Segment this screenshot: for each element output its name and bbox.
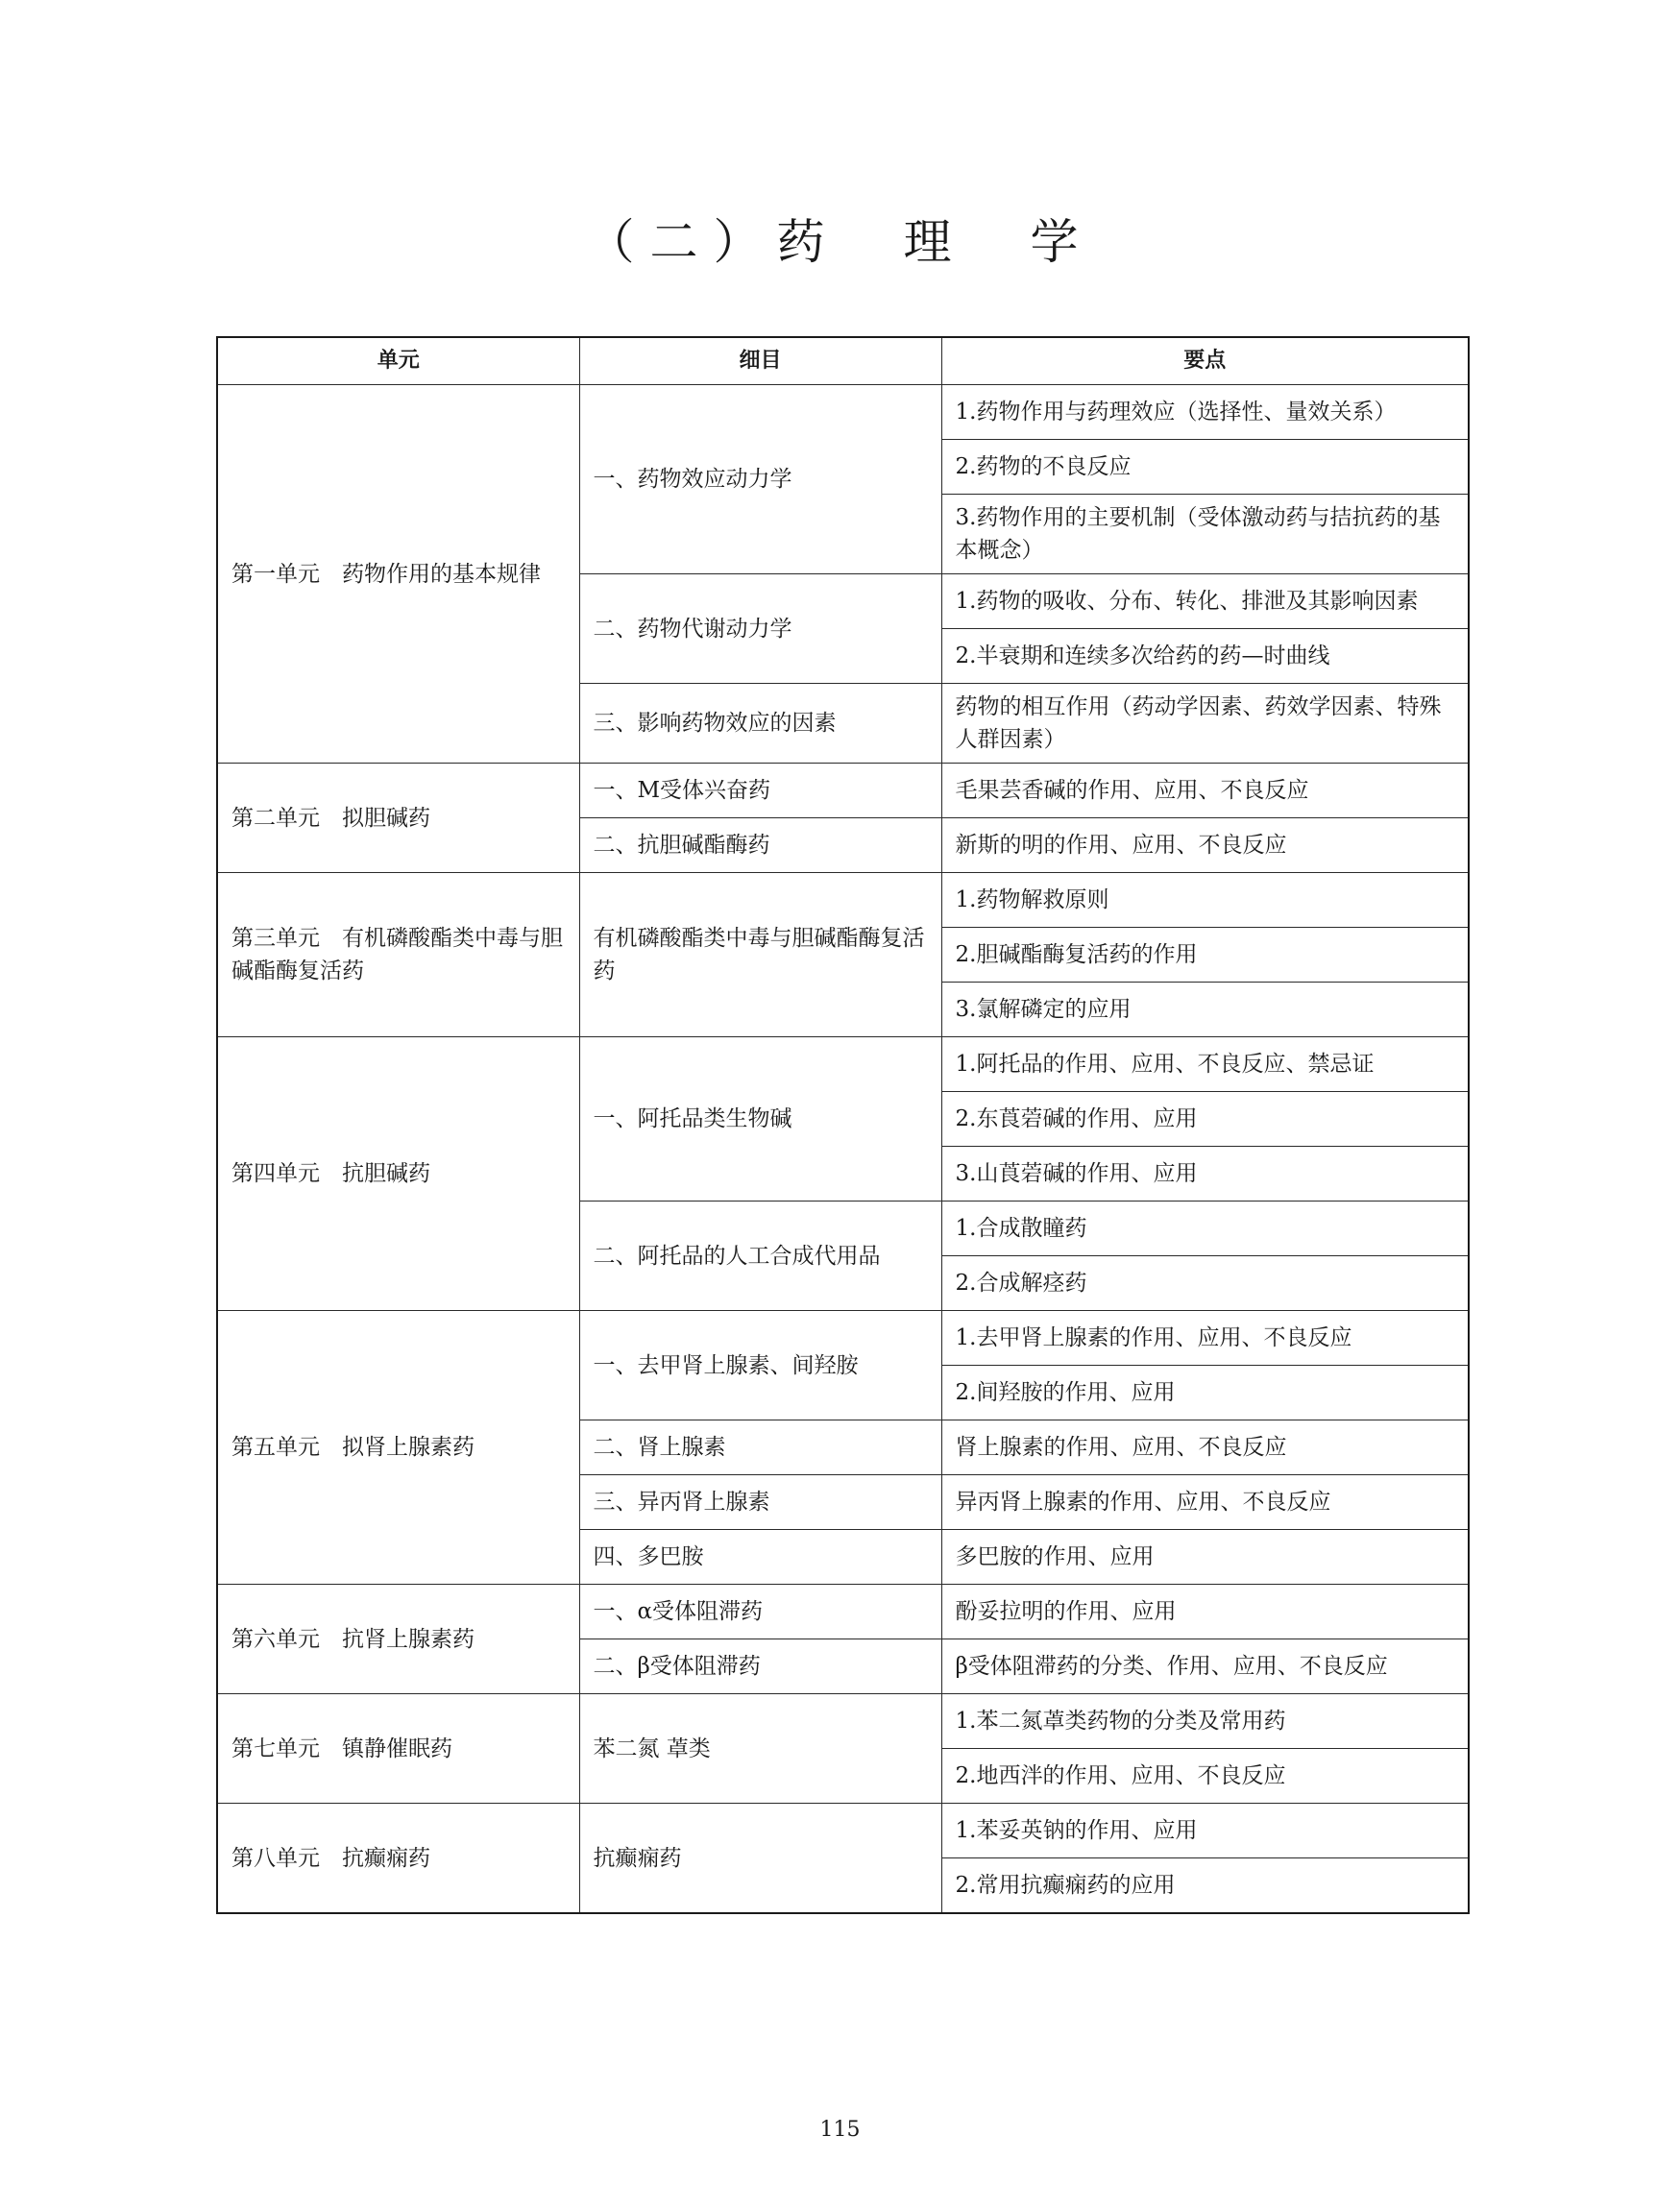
point-cell: 1.苯二氮䓬类药物的分类及常用药 bbox=[941, 1694, 1469, 1749]
unit-cell: 第四单元 抗胆碱药 bbox=[217, 1037, 579, 1311]
point-cell: 药物的相互作用（药动学因素、药效学因素、特殊人群因素） bbox=[941, 684, 1469, 764]
header-point: 要点 bbox=[941, 337, 1469, 385]
point-cell: 2.常用抗癫痫药的应用 bbox=[941, 1858, 1469, 1914]
item-cell: 一、α受体阻滞药 bbox=[579, 1585, 941, 1639]
item-cell: 四、多巴胺 bbox=[579, 1530, 941, 1585]
table-row bbox=[217, 1037, 1469, 1092]
item-cell: 有机磷酸酯类中毒与胆碱酯酶复活药 bbox=[579, 873, 941, 1037]
point-cell: 异丙肾上腺素的作用、应用、不良反应 bbox=[941, 1475, 1469, 1530]
unit-cell: 第一单元 药物作用的基本规律 bbox=[217, 385, 579, 764]
point-cell: 1.药物的吸收、分布、转化、排泄及其影响因素 bbox=[941, 574, 1469, 629]
point-cell: 1.阿托品的作用、应用、不良反应、禁忌证 bbox=[941, 1037, 1469, 1092]
item-cell: 抗癫痫药 bbox=[579, 1804, 941, 1914]
table-row bbox=[217, 385, 1469, 440]
point-cell: 2.合成解痉药 bbox=[941, 1256, 1469, 1311]
item-cell: 三、异丙肾上腺素 bbox=[579, 1475, 941, 1530]
item-cell: 一、药物效应动力学 bbox=[579, 385, 941, 574]
point-cell: 1.药物作用与药理效应（选择性、量效关系） bbox=[941, 385, 1469, 440]
point-cell: 新斯的明的作用、应用、不良反应 bbox=[941, 818, 1469, 873]
table-header-row bbox=[217, 337, 1469, 385]
header-unit: 单元 bbox=[217, 337, 579, 385]
item-cell: 三、影响药物效应的因素 bbox=[579, 684, 941, 764]
point-cell: 1.去甲肾上腺素的作用、应用、不良反应 bbox=[941, 1311, 1469, 1366]
item-cell: 二、药物代谢动力学 bbox=[579, 574, 941, 684]
table-row bbox=[217, 1804, 1469, 1858]
point-cell: 1.药物解救原则 bbox=[941, 873, 1469, 928]
point-cell: 1.苯妥英钠的作用、应用 bbox=[941, 1804, 1469, 1858]
page-title: （二）药 理 学 bbox=[586, 214, 1094, 270]
unit-cell: 第八单元 抗癫痫药 bbox=[217, 1804, 579, 1914]
item-cell: 苯二氮 䓬类 bbox=[579, 1694, 941, 1804]
page-number: 115 bbox=[819, 2118, 861, 2142]
point-cell: 多巴胺的作用、应用 bbox=[941, 1530, 1469, 1585]
item-cell: 一、M受体兴奋药 bbox=[579, 764, 941, 818]
item-cell: 二、β受体阻滞药 bbox=[579, 1639, 941, 1694]
unit-cell: 第二单元 拟胆碱药 bbox=[217, 764, 579, 873]
item-cell: 二、抗胆碱酯酶药 bbox=[579, 818, 941, 873]
point-cell: β受体阻滞药的分类、作用、应用、不良反应 bbox=[941, 1639, 1469, 1694]
point-cell: 2.地西泮的作用、应用、不良反应 bbox=[941, 1749, 1469, 1804]
table-row bbox=[217, 873, 1469, 928]
item-cell: 二、阿托品的人工合成代用品 bbox=[579, 1202, 941, 1311]
point-cell: 3.药物作用的主要机制（受体激动药与拮抗药的基本概念） bbox=[941, 495, 1469, 574]
point-cell: 3.氯解磷定的应用 bbox=[941, 983, 1469, 1037]
point-cell: 酚妥拉明的作用、应用 bbox=[941, 1585, 1469, 1639]
table-row bbox=[217, 1311, 1469, 1366]
point-cell: 1.合成散瞳药 bbox=[941, 1202, 1469, 1256]
table-row bbox=[217, 1694, 1469, 1749]
syllabus-table bbox=[216, 336, 1470, 1914]
unit-cell: 第五单元 拟肾上腺素药 bbox=[217, 1311, 579, 1585]
table-row bbox=[217, 764, 1469, 818]
header-item: 细目 bbox=[579, 337, 941, 385]
point-cell: 3.山莨菪碱的作用、应用 bbox=[941, 1147, 1469, 1202]
unit-cell: 第六单元 抗肾上腺素药 bbox=[217, 1585, 579, 1694]
unit-cell: 第七单元 镇静催眠药 bbox=[217, 1694, 579, 1804]
point-cell: 肾上腺素的作用、应用、不良反应 bbox=[941, 1420, 1469, 1475]
point-cell: 2.间羟胺的作用、应用 bbox=[941, 1366, 1469, 1420]
unit-cell: 第三单元 有机磷酸酯类中毒与胆碱酯酶复活药 bbox=[217, 873, 579, 1037]
item-cell: 二、肾上腺素 bbox=[579, 1420, 941, 1475]
point-cell: 2.药物的不良反应 bbox=[941, 440, 1469, 495]
item-cell: 一、去甲肾上腺素、间羟胺 bbox=[579, 1311, 941, 1420]
point-cell: 2.半衰期和连续多次给药的药—时曲线 bbox=[941, 629, 1469, 684]
item-cell: 一、阿托品类生物碱 bbox=[579, 1037, 941, 1202]
point-cell: 2.胆碱酯酶复活药的作用 bbox=[941, 928, 1469, 983]
point-cell: 2.东莨菪碱的作用、应用 bbox=[941, 1092, 1469, 1147]
table-row bbox=[217, 1585, 1469, 1639]
point-cell: 毛果芸香碱的作用、应用、不良反应 bbox=[941, 764, 1469, 818]
